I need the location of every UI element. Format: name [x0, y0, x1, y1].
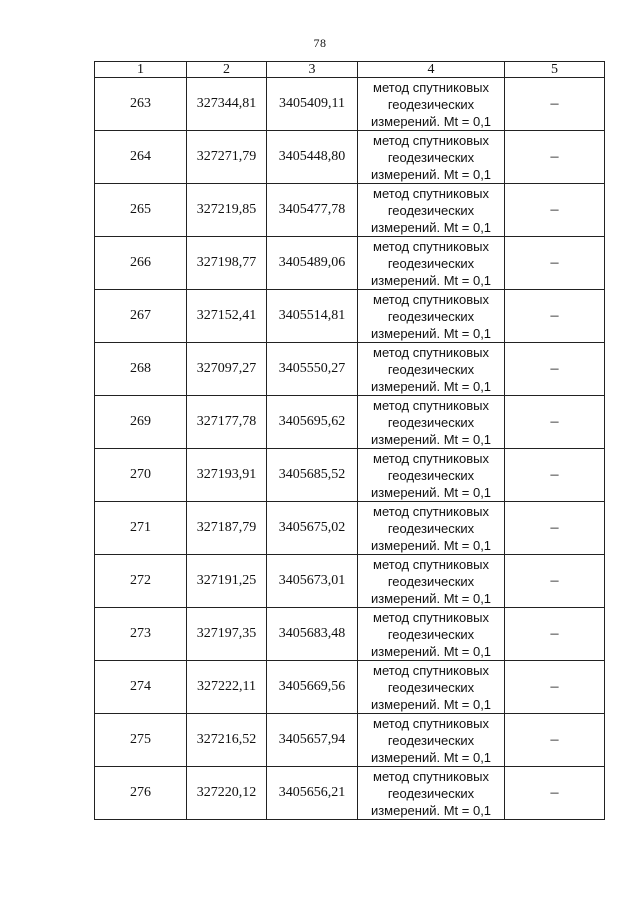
point-number: 269	[95, 396, 187, 449]
coordinate-x: 327220,12	[187, 767, 267, 820]
method-cell	[358, 237, 505, 290]
method-line: измерений. Mt = 0,1	[370, 537, 492, 553]
point-number: 271	[95, 502, 187, 555]
table-row	[95, 396, 605, 449]
coordinate-y: 3405685,52	[267, 449, 358, 502]
coordinate-x: 327097,27	[187, 343, 267, 396]
method-line: измерений. Mt = 0,1	[370, 378, 492, 394]
point-number: 268	[95, 343, 187, 396]
note-cell: –	[505, 78, 605, 131]
table-row	[95, 449, 605, 502]
coordinate-y: 3405477,78	[267, 184, 358, 237]
method-cell	[358, 502, 505, 555]
method-line: геодезических	[387, 308, 475, 324]
table-row	[95, 767, 605, 820]
note-cell: –	[505, 396, 605, 449]
coordinate-y: 3405448,80	[267, 131, 358, 184]
coordinate-x: 327222,11	[187, 661, 267, 714]
table-row	[95, 661, 605, 714]
method-line: геодезических	[387, 467, 475, 483]
method-cell	[358, 184, 505, 237]
table-header	[95, 62, 605, 78]
column-header-1: 1	[95, 62, 187, 78]
coordinate-x: 327219,85	[187, 184, 267, 237]
coordinate-y: 3405550,27	[267, 343, 358, 396]
table-row	[95, 608, 605, 661]
point-number: 263	[95, 78, 187, 131]
column-header-2: 2	[187, 62, 267, 78]
note-cell: –	[505, 343, 605, 396]
note-cell: –	[505, 184, 605, 237]
coordinate-x: 327271,79	[187, 131, 267, 184]
method-line: геодезических	[387, 255, 475, 271]
method-cell	[358, 78, 505, 131]
method-line: измерений. Mt = 0,1	[370, 219, 492, 235]
method-line: метод спутниковых	[373, 715, 489, 731]
method-line: измерений. Mt = 0,1	[370, 590, 492, 606]
method-cell	[358, 396, 505, 449]
table-row	[95, 714, 605, 767]
method-line: метод спутниковых	[373, 238, 489, 254]
method-cell	[358, 131, 505, 184]
note-cell: –	[505, 502, 605, 555]
method-line: метод спутниковых	[373, 450, 489, 466]
method-line: геодезических	[387, 679, 475, 695]
coordinate-x: 327216,52	[187, 714, 267, 767]
coordinate-x: 327177,78	[187, 396, 267, 449]
note-cell: –	[505, 714, 605, 767]
method-line: геодезических	[387, 626, 475, 642]
coordinate-y: 3405669,56	[267, 661, 358, 714]
note-cell: –	[505, 555, 605, 608]
note-cell: –	[505, 767, 605, 820]
method-cell	[358, 290, 505, 343]
method-line: геодезических	[387, 732, 475, 748]
method-cell	[358, 661, 505, 714]
method-line: измерений. Mt = 0,1	[370, 643, 492, 659]
method-line: измерений. Mt = 0,1	[370, 272, 492, 288]
method-line: метод спутниковых	[373, 503, 489, 519]
table-row	[95, 290, 605, 343]
method-line: геодезических	[387, 520, 475, 536]
note-cell: –	[505, 661, 605, 714]
method-cell	[358, 714, 505, 767]
method-line: метод спутниковых	[373, 609, 489, 625]
method-line: геодезических	[387, 573, 475, 589]
table-row	[95, 555, 605, 608]
coordinate-y: 3405657,94	[267, 714, 358, 767]
column-header-3: 3	[267, 62, 358, 78]
note-cell: –	[505, 608, 605, 661]
method-cell	[358, 449, 505, 502]
point-number: 272	[95, 555, 187, 608]
table-body	[95, 78, 605, 820]
method-line: измерений. Mt = 0,1	[370, 484, 492, 500]
method-line: метод спутниковых	[373, 132, 489, 148]
method-line: геодезических	[387, 202, 475, 218]
point-number: 266	[95, 237, 187, 290]
method-line: метод спутниковых	[373, 291, 489, 307]
method-line: метод спутниковых	[373, 185, 489, 201]
method-line: геодезических	[387, 149, 475, 165]
point-number: 265	[95, 184, 187, 237]
method-line: метод спутниковых	[373, 344, 489, 360]
method-line: метод спутниковых	[373, 79, 489, 95]
method-cell	[358, 343, 505, 396]
point-number: 270	[95, 449, 187, 502]
header-row	[95, 62, 605, 78]
table-row	[95, 131, 605, 184]
note-cell: –	[505, 237, 605, 290]
coordinate-x: 327344,81	[187, 78, 267, 131]
table-row	[95, 184, 605, 237]
point-number: 267	[95, 290, 187, 343]
column-header-5: 5	[505, 62, 605, 78]
point-number: 275	[95, 714, 187, 767]
note-cell: –	[505, 449, 605, 502]
table-row	[95, 343, 605, 396]
coordinate-y: 3405489,06	[267, 237, 358, 290]
table-row	[95, 237, 605, 290]
coordinate-y: 3405673,01	[267, 555, 358, 608]
method-line: метод спутниковых	[373, 556, 489, 572]
point-number: 273	[95, 608, 187, 661]
method-line: измерений. Mt = 0,1	[370, 802, 492, 818]
method-line: измерений. Mt = 0,1	[370, 696, 492, 712]
method-line: геодезических	[387, 361, 475, 377]
point-number: 264	[95, 131, 187, 184]
method-line: метод спутниковых	[373, 662, 489, 678]
coordinate-x: 327152,41	[187, 290, 267, 343]
method-line: измерений. Mt = 0,1	[370, 113, 492, 129]
method-line: измерений. Mt = 0,1	[370, 431, 492, 447]
note-cell: –	[505, 290, 605, 343]
method-line: геодезических	[387, 96, 475, 112]
coordinates-table	[94, 61, 605, 820]
coordinate-x: 327198,77	[187, 237, 267, 290]
point-number: 276	[95, 767, 187, 820]
table-row	[95, 78, 605, 131]
method-cell	[358, 555, 505, 608]
method-line: измерений. Mt = 0,1	[370, 325, 492, 341]
page-number: 78	[313, 36, 327, 50]
coordinate-x: 327187,79	[187, 502, 267, 555]
point-number: 274	[95, 661, 187, 714]
method-cell	[358, 608, 505, 661]
method-line: метод спутниковых	[373, 768, 489, 784]
column-header-4: 4	[358, 62, 505, 78]
method-line: геодезических	[387, 785, 475, 801]
coordinate-y: 3405409,11	[267, 78, 358, 131]
method-line: измерений. Mt = 0,1	[370, 166, 492, 182]
coordinate-y: 3405683,48	[267, 608, 358, 661]
coordinate-x: 327197,35	[187, 608, 267, 661]
coordinate-x: 327193,91	[187, 449, 267, 502]
method-line: измерений. Mt = 0,1	[370, 749, 492, 765]
note-cell: –	[505, 131, 605, 184]
method-cell	[358, 767, 505, 820]
coordinate-y: 3405514,81	[267, 290, 358, 343]
coordinate-x: 327191,25	[187, 555, 267, 608]
coordinate-y: 3405656,21	[267, 767, 358, 820]
coordinate-y: 3405675,02	[267, 502, 358, 555]
table-row	[95, 502, 605, 555]
coordinate-y: 3405695,62	[267, 396, 358, 449]
method-line: геодезических	[387, 414, 475, 430]
method-line: метод спутниковых	[373, 397, 489, 413]
